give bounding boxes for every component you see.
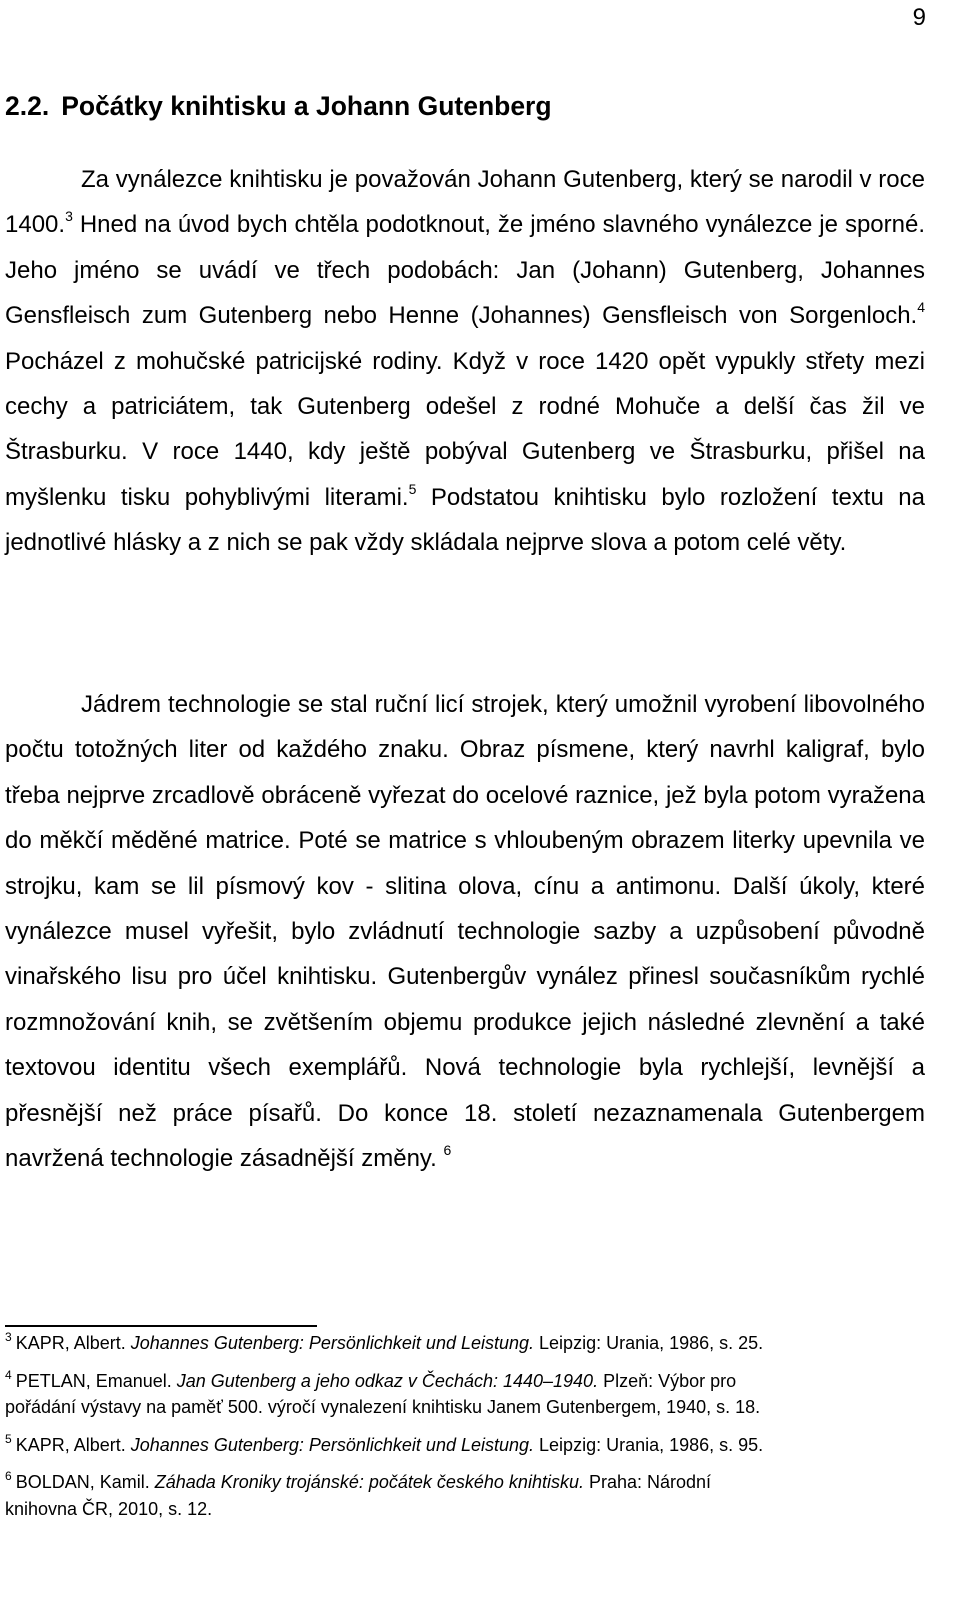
- footnote-item: [5, 1368, 927, 1421]
- footnote-number: 4: [5, 1367, 12, 1382]
- footnote-ref-6[interactable]: 6: [443, 1142, 452, 1159]
- footnote-author: PETLAN, Emanuel.: [15, 1370, 177, 1391]
- footnote-number: 6: [5, 1469, 12, 1484]
- body-paragraph-2: [5, 682, 925, 1181]
- footnote-item: [5, 1469, 927, 1522]
- footnote-publication: Praha: Národní: [583, 1472, 712, 1493]
- footnote-ref-4[interactable]: 4: [917, 299, 925, 316]
- paragraph-1-text-4: Podstatou knihtisku bylo rozložení textu na jednotlivé hlásky a z nich se pak vždy skládala nejprve slova a potom celé věty.: [5, 483, 925, 557]
- page-number: 9: [912, 4, 926, 31]
- footnote-author: KAPR, Albert.: [15, 1333, 131, 1353]
- paragraph-1-text-1: Za vynálezce knihtisku je považován Johann Gutenberg, který se narodil v roce 1400.: [5, 166, 925, 239]
- footnote-publication: Leipzig: Urania, 1986, s. 95.: [534, 1434, 764, 1455]
- footnote-separator: [5, 1325, 317, 1327]
- section-heading: [5, 86, 552, 126]
- footnote-item: [5, 1330, 927, 1357]
- body-paragraph-1: [5, 157, 925, 566]
- paragraph-2-text: Jádrem technologie se stal ruční licí strojek, který umožnil vyrobení libovolného počtu totožných liter od každého znaku. Obraz písmene, který navrhl kaligraf, bylo třeba nejprve zrcadlově obráceně vyřezat do ocelové raznice, jež byla potom vyražena do měkčí měděné matrice. Poté se matrice s vhloubeným obrazem literky upevnila ve strojku, kam se lil písmový kov - slitina olova, cínu a antimonu. Další úkoly, které vynálezce musel vyřešit, bylo zvládnutí technologie sazby a uzpůsobení původně vinařského lisu pro účel knihtisku. Gutenbergův vynález přinesl současníkům rychlé rozmnožování knih, se zvětšením objemu produkce jejich následné zlevnění a také textovou identitu všech exemplářů. Nová technologie byla rychlejší, levnější a přesnější než práce písařů. Do konce 18. století nezaznamenala Gutenbergem navržená technologie zásadnější změny.: [5, 691, 925, 1173]
- footnotes: [5, 1330, 927, 1534]
- footnote-title: Johannes Gutenberg: Persönlichkeit und Leistung.: [130, 1434, 535, 1455]
- paragraph-1-text-3: Pocházel z mohučské patricijské rodiny. Když v roce 1420 opět vypukly střety mezi cechy a patriciátem, tak Gutenberg odešel z rodné Mohuče a delší čas žil ve Štrasburku. V roce 1440, kdy ještě pobýval Gutenberg ve Štrasburku, přišel na myšlenku tisku pohyblivými literami.: [5, 347, 925, 511]
- section-number: 2.2.: [5, 91, 50, 121]
- section-title: Počátky knihtisku a Johann Gutenberg: [61, 91, 552, 121]
- footnote-publication: Plzeň: Výbor pro: [598, 1370, 737, 1391]
- footnote-number: 3: [5, 1330, 12, 1344]
- footnote-author: BOLDAN, Kamil.: [15, 1472, 155, 1493]
- footnote-title: Jan Gutenberg a jeho odkaz v Čechách: 1440–1940.: [176, 1370, 599, 1391]
- footnote-ref-3[interactable]: 3: [65, 208, 73, 225]
- footnote-item: [5, 1432, 927, 1459]
- footnote-number: 5: [5, 1431, 12, 1446]
- footnote-ref-5[interactable]: 5: [408, 480, 417, 497]
- paragraph-1-text-2: Hned na úvod bych chtěla podotknout, že jméno slavného vynálezce je sporné. Jeho jméno se uvádí ve třech podobách: Jan (Johann) Gutenberg, Johannes Gensfleisch zum Gutenberg nebo Henne (Johannes) Gensfleisch von Sorgenloch.: [5, 211, 925, 330]
- footnote-author: KAPR, Albert.: [15, 1434, 131, 1455]
- footnote-line: [5, 1469, 927, 1496]
- footnote-title: Johannes Gutenberg: Persönlichkeit und Leistung.: [130, 1333, 535, 1353]
- footnote-continuation: pořádání výstavy na paměť 500. výročí vynalezení knihtisku Janem Gutenbergem, 1940, s. 18.: [5, 1397, 761, 1418]
- footnote-title: Záhada Kroniky trojánské: počátek českého knihtisku.: [154, 1472, 584, 1493]
- footnote-line: [5, 1368, 927, 1395]
- footnote-publication: Leipzig: Urania, 1986, s. 25.: [534, 1333, 764, 1353]
- footnote-continuation: knihovna ČR, 2010, s. 12.: [5, 1498, 213, 1519]
